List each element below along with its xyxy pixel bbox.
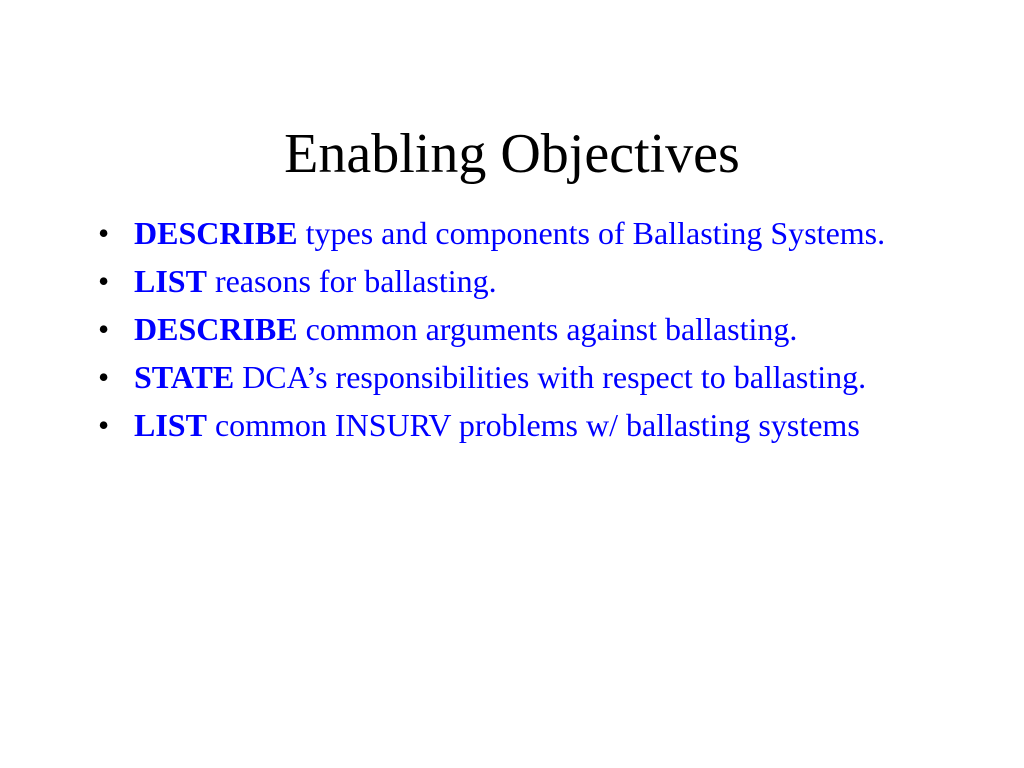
list-item: [94, 262, 924, 300]
objectives-list: [94, 214, 924, 454]
bullet-keyword: LIST: [134, 263, 207, 299]
list-item: [94, 358, 924, 396]
slide-title: Enabling Objectives: [284, 123, 740, 185]
bullet-body: DCA’s responsibilities with respect to ballasting.: [234, 359, 867, 395]
bullet-text: [134, 214, 924, 252]
list-item: [94, 406, 924, 444]
bullet-icon: •: [98, 359, 110, 395]
bullet-keyword: LIST: [134, 407, 207, 443]
bullet-body: reasons for ballasting.: [206, 263, 497, 299]
bullet-text: [134, 406, 924, 444]
bullet-icon: •: [98, 311, 110, 347]
bullet-keyword: STATE: [134, 359, 235, 395]
bullet-text: [134, 358, 924, 396]
bullet-text: [134, 262, 924, 300]
list-item: [94, 310, 924, 348]
bullet-body: types and components of Ballasting Systems.: [297, 215, 886, 251]
bullet-body: common INSURV problems w/ ballasting systems: [206, 407, 860, 443]
bullet-text: [134, 310, 924, 348]
bullet-icon: •: [98, 263, 110, 299]
bullet-icon: •: [98, 407, 110, 443]
bullet-keyword: DESCRIBE: [134, 215, 298, 251]
bullet-body: common arguments against ballasting.: [297, 311, 798, 347]
bullet-icon: •: [98, 215, 110, 251]
list-item: [94, 214, 924, 252]
bullet-keyword: DESCRIBE: [134, 311, 298, 347]
